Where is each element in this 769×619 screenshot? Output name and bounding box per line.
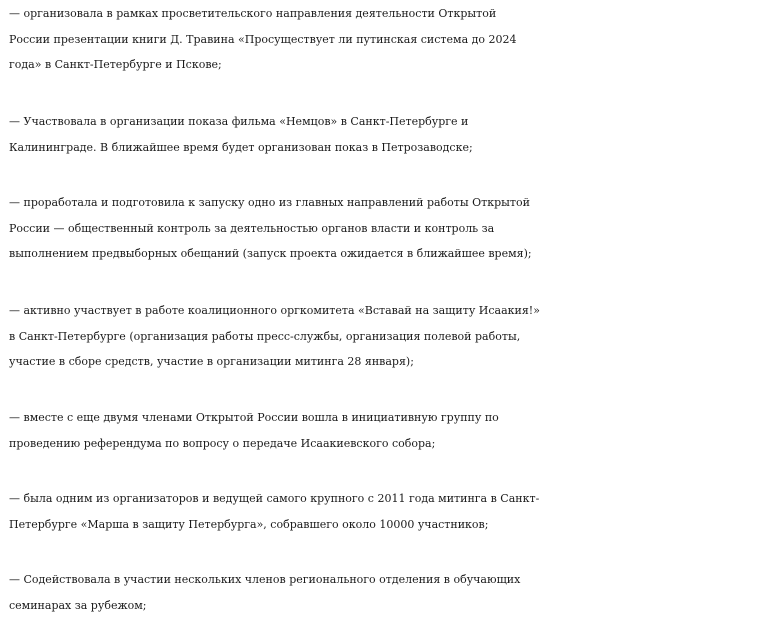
text-line: выполнением предвыборных обещаний (запуск проекта ожидается в ближайшее время); <box>9 247 532 260</box>
paragraph-referendum-group <box>9 405 769 456</box>
text-line: — проработала и подготовила к запуску одно из главных направлений работы Открытой <box>9 196 530 209</box>
paragraph-presentations <box>9 1 769 78</box>
text-line: России — общественный контроль за деятельностью органов власти и контроль за <box>9 221 495 235</box>
paragraph-film-screening <box>9 109 769 160</box>
paragraph-coalition-committee <box>9 298 769 375</box>
text-line: — Содействовала в участии нескольких членов регионального отделения в обучающих <box>9 573 521 586</box>
paragraph-march-organizer <box>9 486 769 537</box>
text-line: Калининграде. В ближайшее время будет организован показ в Петрозаводске; <box>9 140 473 154</box>
text-line: — Участвовала в организации показа фильма «Немцов» в Санкт-Петербурге и <box>9 115 469 128</box>
text-line: — активно участвует в работе коалиционного оргкомитета «Вставай на защиту Исаакия!» <box>9 304 540 317</box>
text-line: года» в Санкт-Петербурге и Пскове; <box>9 58 222 71</box>
text-line: Петербурге «Марша в защиту Петербурга», собравшего около 10000 участников; <box>9 517 489 531</box>
paragraph-public-control <box>9 190 769 267</box>
text-line: семинарах за рубежом; <box>9 598 147 612</box>
text-line: — вместе с еще двумя членами Открытой России вошла в инициативную группу по <box>9 411 499 424</box>
paragraph-seminars-abroad <box>9 567 769 618</box>
text-line: в Санкт-Петербурге (организация работы пресс-службы, организация полевой работы, <box>9 329 521 343</box>
text-line: проведению референдума по вопросу о передаче Исаакиевского собора; <box>9 436 436 450</box>
text-line: — организовала в рамках просветительского направления деятельности Открытой <box>9 7 497 20</box>
text-line: участие в сборе средств, участие в организации митинга 28 января); <box>9 355 414 368</box>
text-line: России презентации книги Д. Травина «Просуществует ли путинская система до 2024 <box>9 32 517 46</box>
text-line: — была одним из организаторов и ведущей самого крупного с 2011 года митинга в Санкт- <box>9 492 540 505</box>
